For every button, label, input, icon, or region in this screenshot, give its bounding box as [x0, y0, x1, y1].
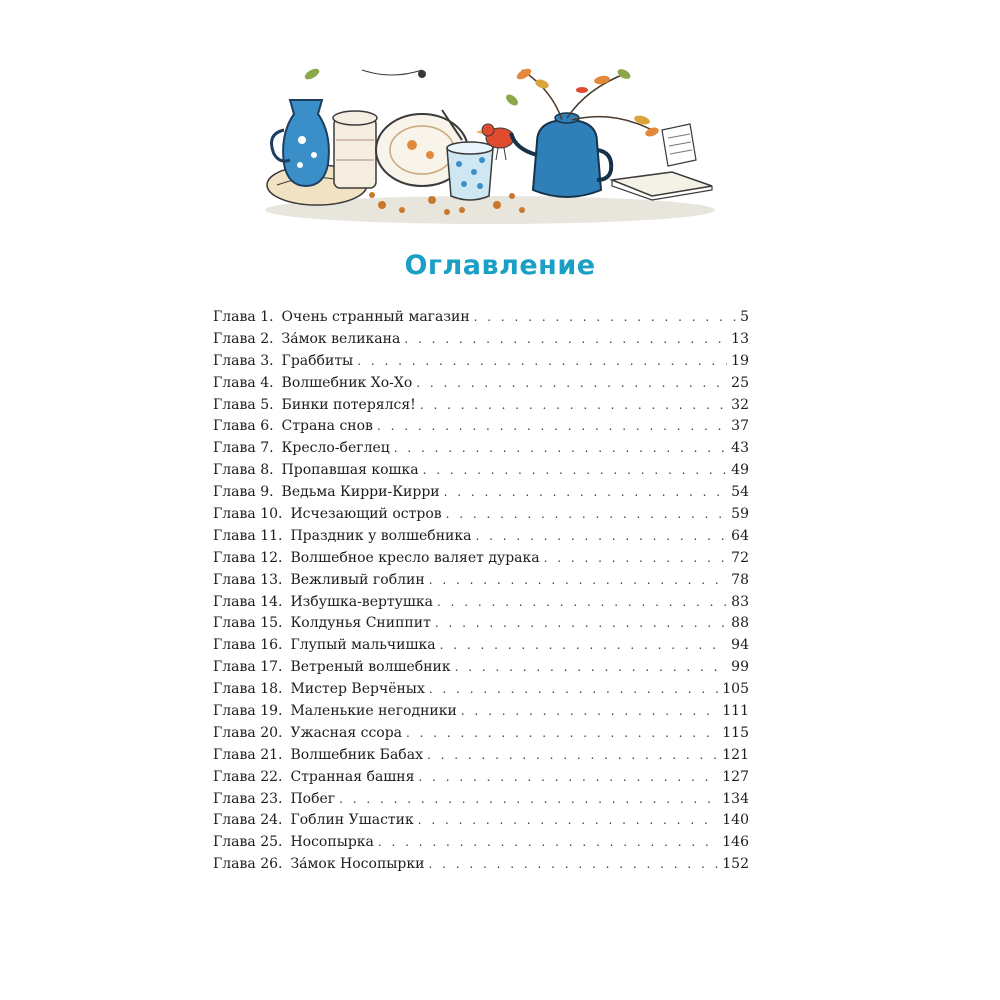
toc-entry[interactable] — [213, 440, 749, 462]
chapter-title: Маленькие негодники — [290, 703, 457, 720]
chapter-title: Избушка-вертушка — [290, 593, 434, 610]
page-title: Оглавление — [404, 250, 596, 281]
page-number: 64 — [731, 527, 749, 544]
toc-entry[interactable] — [213, 856, 749, 878]
chapter-title: Гоблин Ушастик — [290, 812, 414, 829]
chapter-title: Странная башня — [290, 768, 415, 785]
book-icon — [612, 124, 712, 200]
chapter-title: Праздник у волшебника — [290, 527, 472, 544]
chapter-number: Глава 6. — [213, 418, 274, 435]
chapter-number: Глава 16. — [213, 637, 283, 654]
page-number: 111 — [722, 703, 749, 720]
chapter-title: Глупый мальчишка — [290, 637, 436, 654]
leader-dots — [418, 770, 718, 784]
leader-dots — [474, 310, 736, 324]
leader-dots — [420, 398, 727, 412]
leader-dots — [427, 748, 718, 762]
toc-entry[interactable] — [213, 309, 749, 331]
page-number: 32 — [731, 396, 749, 413]
toc-entry[interactable] — [213, 484, 749, 506]
toc-entry[interactable] — [213, 462, 749, 484]
chapter-title: Колдунья Сниппит — [290, 615, 431, 632]
chapter-number: Глава 15. — [213, 615, 283, 632]
chapter-number: Глава 2. — [213, 330, 274, 347]
toc-entry[interactable] — [213, 528, 749, 550]
chapter-title: Волшебное кресло валяет дурака — [290, 549, 540, 566]
toc-entry[interactable] — [213, 812, 749, 834]
toc-entry[interactable] — [213, 375, 749, 397]
page-number: 146 — [722, 834, 749, 851]
chapter-number: Глава 18. — [213, 681, 283, 698]
cup-icon — [447, 142, 493, 200]
page-number: 72 — [731, 549, 749, 566]
toc-entry[interactable] — [213, 572, 749, 594]
chapter-number: Глава 19. — [213, 703, 283, 720]
leader-dots — [406, 726, 718, 740]
toc-entry[interactable] — [213, 769, 749, 791]
leader-dots — [437, 595, 727, 609]
toc-entry[interactable] — [213, 659, 749, 681]
toc-entry[interactable] — [213, 725, 749, 747]
toc-entry[interactable] — [213, 550, 749, 572]
page-number: 37 — [731, 418, 749, 435]
page-number: 140 — [722, 812, 749, 829]
chapter-title: Волшебник Бабах — [290, 746, 423, 763]
page-number: 13 — [731, 330, 749, 347]
chapter-number: Глава 10. — [213, 506, 283, 523]
chapter-title: Волшебник Хо-Хо — [281, 374, 413, 391]
page-number: 19 — [731, 352, 749, 369]
chapter-title: Страна снов — [281, 418, 373, 435]
chapter-title: Граббиты — [281, 352, 354, 369]
toc-entry[interactable] — [213, 397, 749, 419]
leader-dots — [357, 354, 727, 368]
illustration — [262, 60, 718, 230]
toc-entry[interactable] — [213, 594, 749, 616]
page-number: 99 — [731, 659, 749, 676]
chapter-number: Глава 14. — [213, 593, 283, 610]
page-number: 127 — [722, 768, 749, 785]
page-number: 5 — [740, 309, 749, 325]
chapter-number: Глава 12. — [213, 549, 283, 566]
leader-dots — [429, 682, 718, 696]
leader-dots — [418, 813, 719, 827]
chapter-title: Кресло-беглец — [281, 440, 390, 457]
teapot-icon — [511, 113, 611, 197]
chapter-number: Глава 22. — [213, 768, 283, 785]
page-number: 78 — [731, 571, 749, 588]
page-number: 115 — [722, 724, 749, 741]
leader-dots — [435, 616, 727, 630]
toc-entry[interactable] — [213, 353, 749, 375]
chapter-title: Побег — [290, 790, 336, 807]
page-number: 59 — [731, 506, 749, 523]
chapter-number: Глава 17. — [213, 659, 283, 676]
leader-dots — [440, 638, 728, 652]
leader-dots — [461, 704, 718, 718]
chapter-number: Глава 8. — [213, 462, 274, 479]
chapter-number: Глава 11. — [213, 527, 283, 544]
toc-entry[interactable] — [213, 747, 749, 769]
chapter-title: Очень странный магазин — [281, 309, 470, 325]
toc-entry[interactable] — [213, 331, 749, 353]
page-number: 152 — [722, 856, 749, 873]
page-number: 105 — [722, 681, 749, 698]
page-number: 49 — [731, 462, 749, 479]
leader-dots — [428, 857, 718, 871]
chapter-number: Глава 13. — [213, 571, 283, 588]
table-of-contents — [213, 309, 749, 878]
leader-dots — [423, 463, 728, 477]
chapter-number: Глава 3. — [213, 352, 274, 369]
leader-dots — [377, 419, 727, 433]
chapter-number: Глава 20. — [213, 724, 283, 741]
page-number: 134 — [722, 790, 749, 807]
chapter-title: Пропавшая кошка — [281, 462, 419, 479]
page-number: 94 — [731, 637, 749, 654]
chapter-number: Глава 5. — [213, 396, 274, 413]
chapter-number: Глава 26. — [213, 856, 283, 873]
toc-entry[interactable] — [213, 703, 749, 725]
chapter-number: Глава 7. — [213, 440, 274, 457]
chapter-title: Носопырка — [290, 834, 374, 851]
chapter-number: Глава 24. — [213, 812, 283, 829]
chapter-title: Ветреный волшебник — [290, 659, 451, 676]
jar-icon — [333, 111, 377, 188]
toc-entry[interactable] — [213, 418, 749, 440]
chapter-number: Глава 21. — [213, 746, 283, 763]
toc-entry[interactable] — [213, 506, 749, 528]
leader-dots — [475, 529, 727, 543]
chapter-number: Глава 1. — [213, 309, 274, 325]
page-number: 121 — [722, 746, 749, 763]
leader-dots — [444, 485, 728, 499]
chapter-title: Исчезающий остров — [290, 506, 442, 523]
chapter-title: Ужасная ссора — [290, 724, 403, 741]
leader-dots — [455, 660, 728, 674]
chapter-number: Глава 4. — [213, 374, 274, 391]
leader-dots — [394, 441, 727, 455]
chapter-number: Глава 23. — [213, 790, 283, 807]
toc-entry[interactable] — [213, 615, 749, 637]
leader-dots — [339, 792, 718, 806]
chapter-number: Глава 9. — [213, 484, 274, 501]
chapter-title: За́мок великана — [281, 330, 401, 347]
page-number: 43 — [731, 440, 749, 457]
leader-dots — [404, 332, 727, 346]
page-number: 54 — [731, 484, 749, 501]
leader-dots — [416, 376, 727, 390]
page-number: 88 — [731, 615, 749, 632]
chapter-number: Глава 25. — [213, 834, 283, 851]
toc-entry[interactable] — [213, 834, 749, 856]
page-number: 25 — [731, 374, 749, 391]
leader-dots — [446, 507, 728, 521]
page-number: 83 — [731, 593, 749, 610]
chapter-title: Ведьма Кирри-Кирри — [281, 484, 440, 501]
chapter-title: Мистер Верчёных — [290, 681, 425, 698]
leader-dots — [429, 573, 727, 587]
leader-dots — [544, 551, 728, 565]
chapter-title: За́мок Носопырки — [290, 856, 425, 873]
toc-entry[interactable] — [213, 681, 749, 703]
chapter-title: Бинки потерялся! — [281, 396, 416, 413]
chapter-title: Вежливый гоблин — [290, 571, 425, 588]
leader-dots — [378, 835, 718, 849]
toc-entry[interactable] — [213, 791, 749, 813]
toc-entry[interactable] — [213, 637, 749, 659]
